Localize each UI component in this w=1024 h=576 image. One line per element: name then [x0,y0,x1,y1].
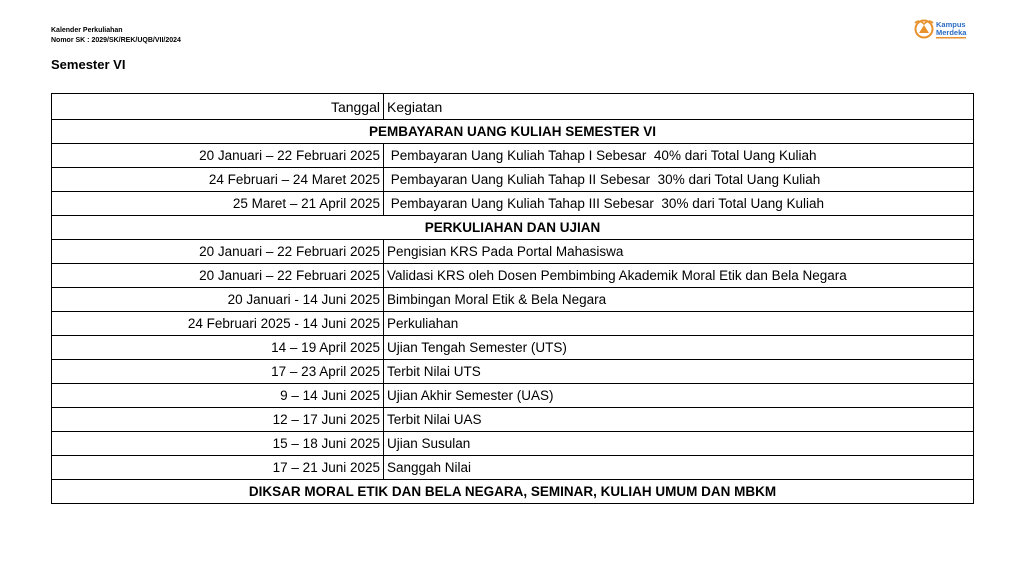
table-row [52,168,974,192]
activity-cell: Terbit Nilai UAS [384,408,974,432]
table-row [52,264,974,288]
activity-cell: Pembayaran Uang Kuliah Tahap III Sebesar 30% dari Total Uang Kuliah [384,192,974,216]
activity-cell: Pembayaran Uang Kuliah Tahap II Sebesar 30% dari Total Uang Kuliah [384,168,974,192]
table-row [52,312,974,336]
table-row [52,336,974,360]
date-cell: 20 Januari – 22 Februari 2025 [52,264,384,288]
table-row [52,384,974,408]
logo-text-merdeka: Merdeka [936,28,967,37]
date-cell: 17 – 23 April 2025 [52,360,384,384]
activity-cell: Perkuliahan [384,312,974,336]
table-row [52,240,974,264]
section-title: PERKULIAHAN DAN UJIAN [52,216,974,240]
activity-cell: Ujian Akhir Semester (UAS) [384,384,974,408]
activity-cell: Pengisian KRS Pada Portal Mahasiswa [384,240,974,264]
activity-cell: Pembayaran Uang Kuliah Tahap I Sebesar 40% dari Total Uang Kuliah [384,144,974,168]
activity-cell: Ujian Tengah Semester (UTS) [384,336,974,360]
date-cell: 20 Januari – 22 Februari 2025 [52,144,384,168]
table-row [52,288,974,312]
activity-cell: Sanggah Nilai [384,456,974,480]
table-row [52,408,974,432]
semester-title: Semester VI [51,57,126,72]
calendar-table [51,93,974,504]
activity-cell: Terbit Nilai UTS [384,360,974,384]
date-cell: 20 Januari – 22 Februari 2025 [52,240,384,264]
date-cell: 24 Februari 2025 - 14 Juni 2025 [52,312,384,336]
section-row [52,480,974,504]
calendar-body [52,120,974,504]
date-cell: 20 Januari - 14 Juni 2025 [52,288,384,312]
table-row [52,360,974,384]
table-row [52,432,974,456]
section-row [52,120,974,144]
date-cell: 14 – 19 April 2025 [52,336,384,360]
date-cell: 24 Februari – 24 Maret 2025 [52,168,384,192]
kampus-merdeka-logo-icon [912,15,982,43]
column-header-date: Tanggal [52,94,384,120]
table-row [52,456,974,480]
table-row [52,192,974,216]
date-cell: 17 – 21 Juni 2025 [52,456,384,480]
activity-cell: Validasi KRS oleh Dosen Pembimbing Akademik Moral Etik dan Bela Negara [384,264,974,288]
date-cell: 25 Maret – 21 April 2025 [52,192,384,216]
section-row [52,216,974,240]
section-title: DIKSAR MORAL ETIK DAN BELA NEGARA, SEMINAR, KULIAH UMUM DAN MBKM [52,480,974,504]
date-cell: 9 – 14 Juni 2025 [52,384,384,408]
sk-number: Nomor SK : 2029/SK/REK/UQB/VII/2024 [51,37,181,44]
table-row [52,144,974,168]
table-header-row [52,94,974,120]
column-header-activity: Kegiatan [384,94,974,120]
document-header [51,26,181,46]
document-title: Kalender Perkuliahan [51,27,123,34]
activity-cell: Ujian Susulan [384,432,974,456]
date-cell: 15 – 18 Juni 2025 [52,432,384,456]
activity-cell: Bimbingan Moral Etik & Bela Negara [384,288,974,312]
section-title: PEMBAYARAN UANG KULIAH SEMESTER VI [52,120,974,144]
logo-text-kampus: Kampus [936,20,966,29]
date-cell: 12 – 17 Juni 2025 [52,408,384,432]
kampus-merdeka-logo [912,15,982,43]
